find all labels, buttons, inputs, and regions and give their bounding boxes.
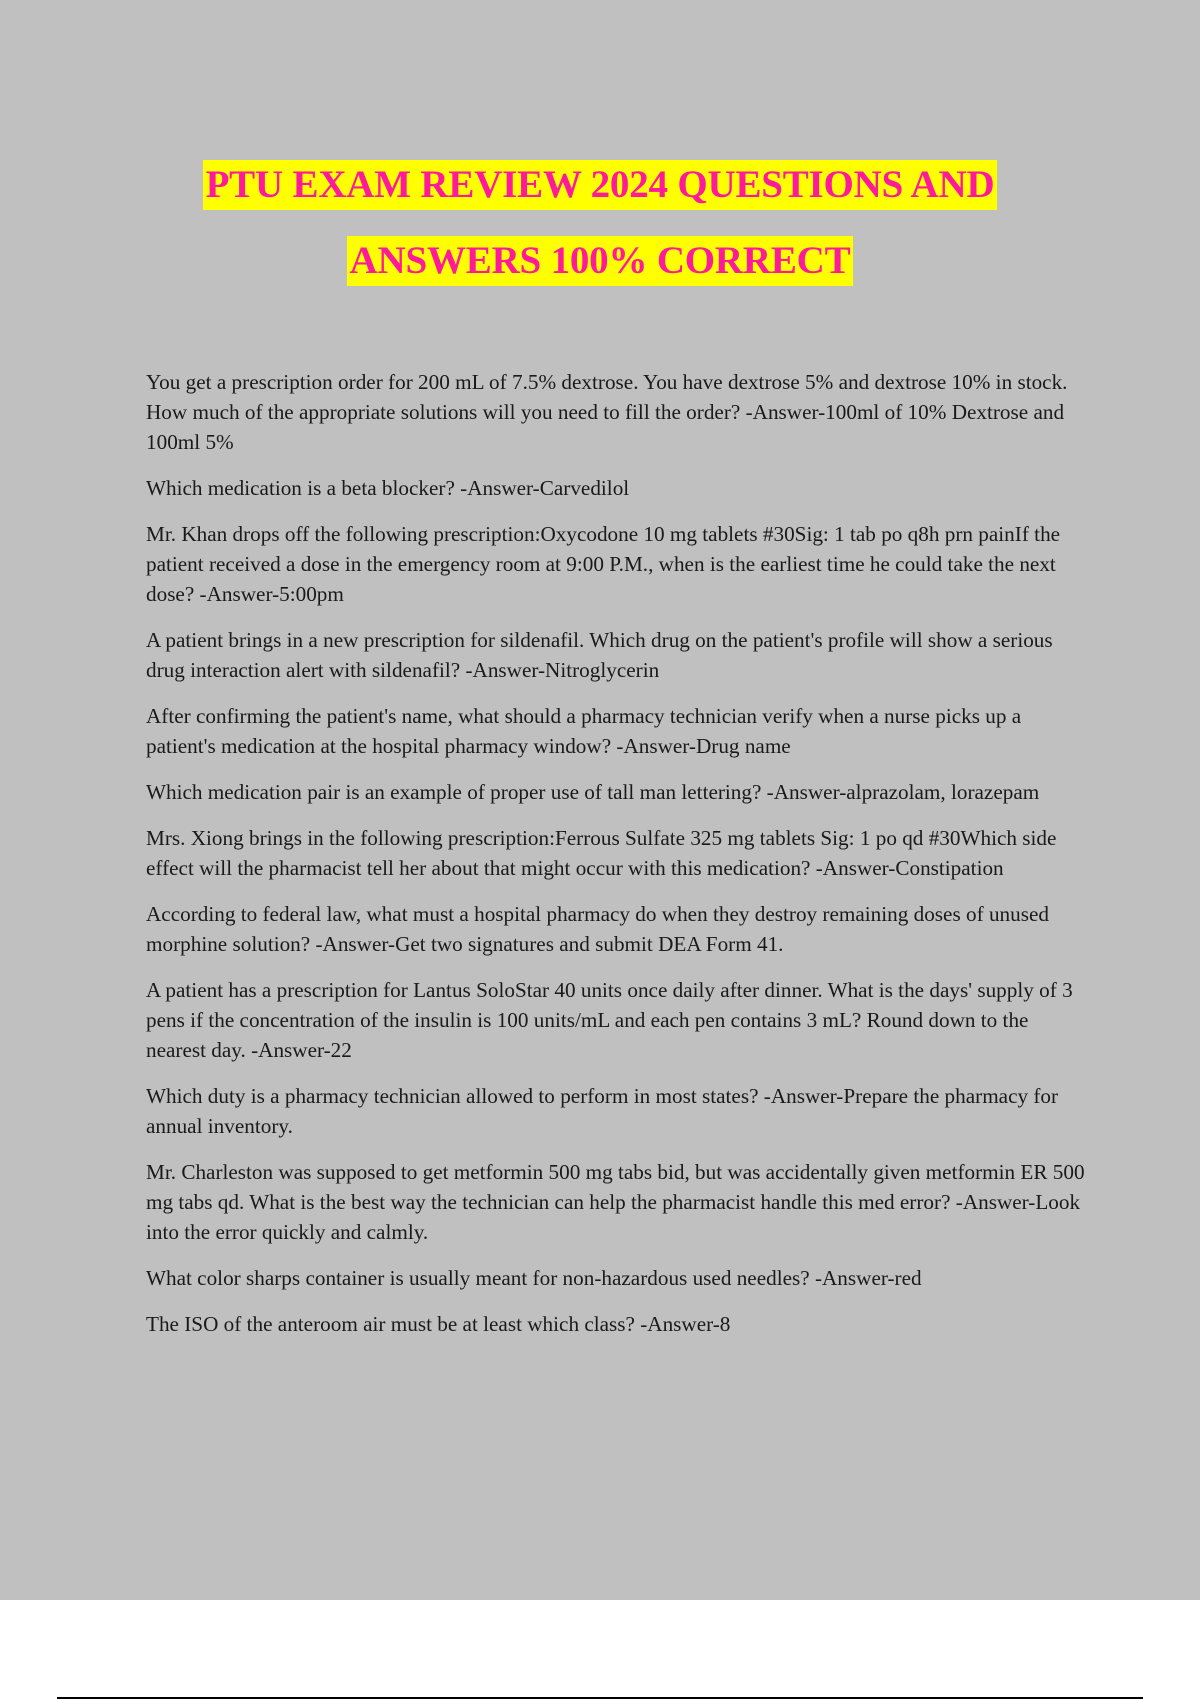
qa-item: According to federal law, what must a hospital pharmacy do when they destroy remaining doses of unused morphine solution? -Answer-Get two signatures and submit DEA Form 41. (146, 902, 1049, 956)
title-line-2: ANSWERS 100% CORRECT (347, 236, 854, 286)
qa-item: The ISO of the anteroom air must be at least which class? -Answer-8 (146, 1312, 731, 1336)
qa-item: Mrs. Xiong brings in the following prescription:Ferrous Sulfate 325 mg tablets Sig: 1 po qd #30Which side effect will the pharmacist tell her about that might occur with this medication? -Answer-Constipation (146, 826, 1057, 880)
qa-item: Which medication pair is an example of proper use of tall man lettering? -Answer-alprazolam, lorazepam (146, 780, 1040, 804)
qa-item: Mr. Khan drops off the following prescription:Oxycodone 10 mg tablets #30Sig: 1 tab po q8h prn painIf the patient received a dose in the emergency room at 9:00 P.M., when is the earliest time he could take the next dose? -Answer-5:00pm (146, 522, 1061, 606)
title-line-1: PTU EXAM REVIEW 2024 QUESTIONS AND (203, 160, 998, 210)
qa-item: What color sharps container is usually meant for non-hazardous used needles? -Answer-red (146, 1266, 922, 1290)
qa-list (146, 367, 1091, 1355)
document-title (0, 160, 1200, 286)
qa-item: You get a prescription order for 200 mL of 7.5% dextrose. You have dextrose 5% and dextrose 10% in stock. How much of the appropriate solutions will you need to fill the order? -Answer-100ml of 10% Dextrose and 100ml 5% (146, 370, 1068, 454)
qa-item: Mr. Charleston was supposed to get metformin 500 mg tabs bid, but was accidentally given metformin ER 500 mg tabs qd. What is the best way the technician can help the pharmacist handle this med error? -Answer-Look into the error quickly and calmly. (146, 1160, 1085, 1244)
qa-item: Which duty is a pharmacy technician allowed to perform in most states? -Answer-Prepare the pharmacy for annual inventory. (146, 1084, 1059, 1138)
qa-item: A patient has a prescription for Lantus SoloStar 40 units once daily after dinner. What is the days' supply of 3 pens if the concentration of the insulin is 100 units/mL and each pen contains 3 mL? Round down to the nearest day. -Answer-22 (146, 978, 1073, 1062)
qa-item: After confirming the patient's name, what should a pharmacy technician verify when a nurse picks up a patient's medication at the hospital pharmacy window? -Answer-Drug name (146, 704, 1022, 758)
qa-item: Which medication is a beta blocker? -Answer-Carvedilol (146, 476, 630, 500)
footer-divider (57, 1697, 1143, 1699)
qa-item: A patient brings in a new prescription for sildenafil. Which drug on the patient's profile will show a serious drug interaction alert with sildenafil? -Answer-Nitroglycerin (146, 628, 1053, 682)
